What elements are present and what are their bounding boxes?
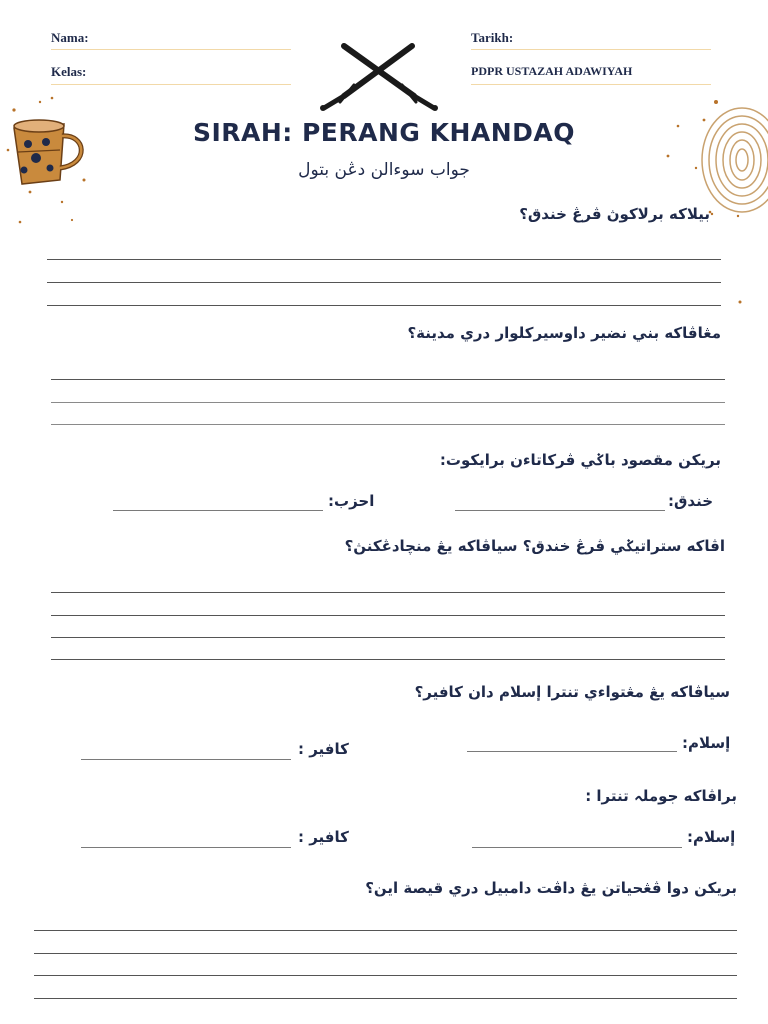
islam-blank[interactable] [467, 751, 677, 752]
teacher-line [471, 84, 711, 85]
question-7: بريکن دوا ڤڠحياتن يڠ داڤت دامبيل دري قيصة اين؟ [365, 879, 737, 897]
kafir-blank[interactable] [81, 759, 291, 760]
answer-line[interactable] [34, 998, 737, 999]
answer-line[interactable] [51, 615, 725, 616]
kafir-label: کافير : [298, 740, 349, 758]
kelas-line[interactable] [51, 84, 291, 85]
islam-label: إسلام: [682, 734, 731, 752]
ahzab-label: احزب: [328, 492, 375, 510]
khandaq-blank[interactable] [455, 510, 665, 511]
answer-line[interactable] [51, 659, 725, 660]
tarikh-line[interactable] [471, 49, 711, 50]
islam-blank[interactable] [472, 847, 682, 848]
question-5: سياڤاکه يڠ مڠتواءي تنترا إسلام دان کافير؟ [414, 683, 730, 701]
crossed-swords-icon [316, 40, 442, 112]
kafir-blank[interactable] [81, 847, 291, 848]
question-3: بريکن مقصود باݢي ڤرکاتاءن برايکوت: [439, 451, 721, 469]
answer-line[interactable] [47, 305, 721, 306]
answer-line[interactable] [34, 953, 737, 954]
question-1: بيلاکه برلاکوڽ ڤرڠ خندق؟ [519, 205, 710, 223]
nama-line[interactable] [51, 49, 291, 50]
kelas-label: Kelas: [51, 64, 87, 79]
kafir-label: کافير : [298, 828, 349, 846]
question-6: براڤاکه جوملہ تنترا : [585, 787, 737, 805]
answer-line[interactable] [51, 592, 725, 593]
islam-label: إسلام: [687, 828, 736, 846]
tarikh-label: Tarikh: [471, 30, 514, 45]
answer-line[interactable] [51, 637, 725, 638]
answer-line[interactable] [34, 975, 737, 976]
answer-line[interactable] [34, 930, 737, 931]
page-subtitle: جواب سوءالن دڠن بتول [298, 160, 470, 180]
answer-line[interactable] [47, 259, 721, 260]
answer-line[interactable] [51, 402, 725, 403]
nama-label: Nama: [51, 30, 89, 45]
ahzab-blank[interactable] [113, 510, 323, 511]
answer-line[interactable] [47, 282, 721, 283]
khandaq-label: خندق: [668, 492, 714, 510]
answer-line[interactable] [51, 379, 725, 380]
page-title: SIRAH: PERANG KHANDAQ [192, 118, 576, 147]
question-4: اڤاکه ستراتيݢي ڤرڠ خندق؟ سياڤاکه يڠ منچادڠکنڽ؟ [344, 537, 725, 555]
teacher-name: PDPR USTAZAH ADAWIYAH [471, 64, 633, 78]
question-2: مڠاڤاکه بني نضير داوسيرکلوار دري مدينة؟ [407, 324, 721, 342]
answer-line[interactable] [51, 424, 725, 425]
